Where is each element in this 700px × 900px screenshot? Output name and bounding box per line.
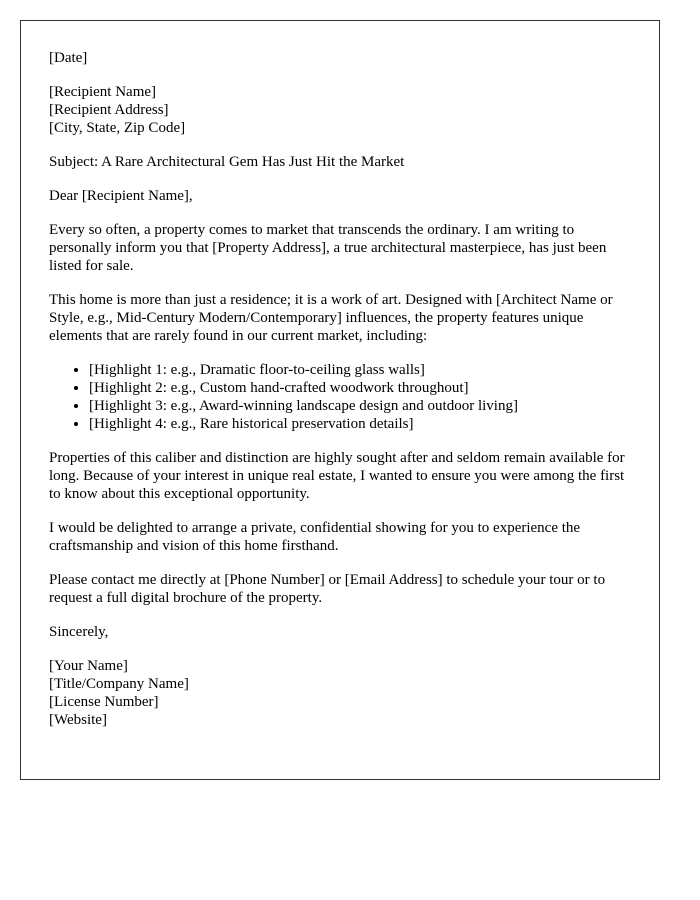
letter-date: [Date] [49,50,88,66]
body-paragraph-features: This home is more than just a residence; it is a work of art. Designed with [Architect Name or Style, e.g., Mid-Century Modern/Contemporary] influences, the property features unique elements that are rarely found in our current market, including: [49,292,613,344]
recipient-block [49,83,631,137]
recipient-name: [Recipient Name] [49,84,157,100]
closing: Sincerely, [49,624,109,640]
body-paragraph-showing: I would be delighted to arrange a private, confidential showing for you to experience the craftsmanship and vision of this home firsthand. [49,520,581,554]
signature-name: [Your Name] [49,658,128,674]
highlight-item: • [Highlight 2: e.g., Custom hand-crafted woodwork throughout] [89,379,631,397]
signature-license: [License Number] [49,694,159,710]
body-paragraph-intro: Every so often, a property comes to market that transcends the ordinary. I am writing to personally inform you that [Property Address], a true architectural masterpiece, has just been listed for sale. [49,222,607,274]
signature-website: [Website] [49,712,107,728]
body-paragraph-contact: Please contact me directly at [Phone Number] or [Email Address] to schedule your tour or to request a full digital brochure of the property. [49,572,606,606]
highlight-item: • [Highlight 3: e.g., Award-winning landscape design and outdoor living] [89,397,631,415]
highlights-list [49,361,631,433]
recipient-city-state-zip: [City, State, Zip Code] [49,120,186,136]
salutation: Dear [Recipient Name], [49,188,193,204]
recipient-address: [Recipient Address] [49,102,169,118]
letter-page [20,20,660,780]
highlight-item: • [Highlight 4: e.g., Rare historical preservation details] [89,415,631,433]
subject-line: Subject: A Rare Architectural Gem Has Just Hit the Market [49,154,405,170]
body-paragraph-demand: Properties of this caliber and distinction are highly sought after and seldom remain available for long. Because of your interest in unique real estate, I wanted to ensure you were among the first to know about this exceptional opportunity. [49,450,625,502]
highlight-item: • [Highlight 1: e.g., Dramatic floor-to-ceiling glass walls] [89,361,631,379]
signature-title-company: [Title/Company Name] [49,676,189,692]
signature-block [49,657,631,729]
